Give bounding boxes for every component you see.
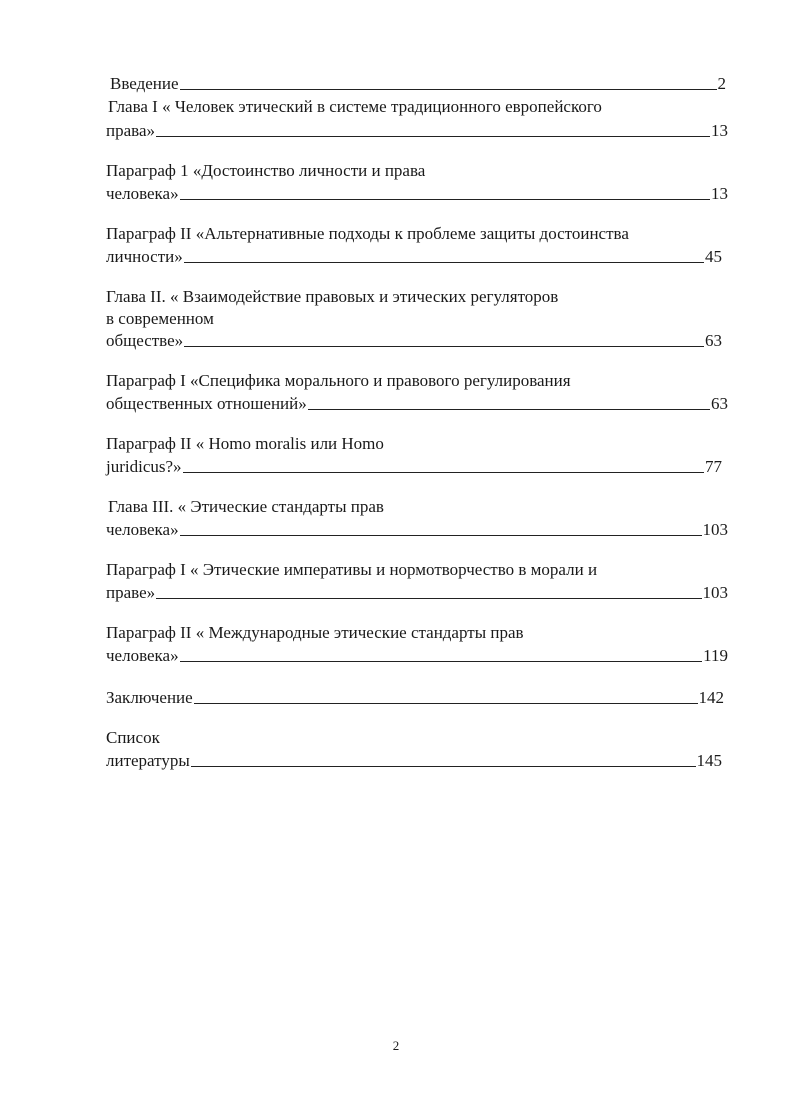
toc-chapter1-line1: Глава I « Человек этический в системе традиционного европейского bbox=[108, 97, 602, 116]
toc-entry-title: человека» bbox=[106, 646, 179, 665]
toc-leader-line bbox=[184, 346, 704, 347]
toc-leader-line bbox=[308, 409, 710, 410]
toc-entry-title: juridicus?» bbox=[106, 457, 182, 476]
toc-entry-title: личности» bbox=[106, 247, 183, 266]
toc-entry-ch3-para1 bbox=[106, 581, 728, 603]
toc-leader-line bbox=[180, 89, 717, 90]
toc-chapter3-line1: Глава III. « Этические стандарты прав bbox=[108, 497, 384, 516]
toc-entry-bibliography bbox=[106, 749, 722, 771]
toc-entry-ch3-para2 bbox=[106, 644, 728, 666]
toc-entry-ch2-para1 bbox=[106, 392, 728, 414]
toc-leader-line bbox=[180, 199, 710, 200]
toc-ch2-para1-line1: Параграф I «Специфика морального и правового регулирования bbox=[106, 371, 571, 390]
toc-page-number: 45 bbox=[705, 247, 722, 266]
toc-chapter2-line2: в современном bbox=[106, 309, 214, 328]
page-number-footer: 2 bbox=[392, 1038, 400, 1053]
toc-entry-title: праве» bbox=[106, 583, 156, 602]
toc-page-number: 63 bbox=[705, 331, 722, 350]
toc-bibliography-line1: Список bbox=[106, 728, 160, 747]
toc-ch3-para2-line1: Параграф II « Международные этические стандарты прав bbox=[106, 623, 524, 642]
toc-para2-line1: Параграф II «Альтернативные подходы к проблеме защиты достоинства bbox=[106, 224, 629, 243]
toc-entry-chapter2 bbox=[106, 329, 722, 351]
toc-page-number: 13 bbox=[711, 121, 728, 140]
toc-entry-chapter3 bbox=[106, 518, 728, 540]
toc-entry-title: человека» bbox=[106, 184, 179, 203]
toc-page-number: 145 bbox=[696, 751, 722, 770]
toc-page-number: 77 bbox=[705, 457, 722, 476]
toc-ch3-para1-line1: Параграф I « Этические императивы и нормотворчество в морали и bbox=[106, 560, 598, 579]
toc-entry-title: права» bbox=[106, 121, 155, 140]
toc-entry-title: Заключение bbox=[106, 688, 193, 707]
toc-ch2-para2-line1: Параграф II « Homo moralis или Homo bbox=[106, 434, 384, 453]
toc-para1-line1: Параграф 1 «Достоинство личности и права bbox=[106, 161, 426, 180]
toc-entry-title: общественных отношений» bbox=[106, 394, 307, 413]
toc-entry-title: Введение bbox=[110, 74, 179, 93]
toc-page-number: 63 bbox=[711, 394, 728, 413]
toc-leader-line bbox=[156, 136, 710, 137]
toc-page-number: 2 bbox=[717, 74, 726, 93]
toc-chapter2-line1: Глава II. « Взаимодействие правовых и этических регуляторов bbox=[106, 287, 559, 306]
toc-entry-title: литературы bbox=[106, 751, 190, 770]
toc-leader-line bbox=[184, 262, 704, 263]
toc-entry-title: человека» bbox=[106, 520, 179, 539]
toc-leader-line bbox=[191, 766, 696, 767]
toc-entry-ch1-para2 bbox=[106, 245, 722, 267]
toc-entry-intro bbox=[110, 72, 726, 94]
toc-page-number: 119 bbox=[703, 646, 728, 665]
toc-entry-title: обществе» bbox=[106, 331, 184, 350]
toc-page-number: 103 bbox=[702, 520, 728, 539]
toc-leader-line bbox=[180, 661, 703, 662]
toc-page-number: 142 bbox=[698, 688, 724, 707]
toc-page-number: 13 bbox=[711, 184, 728, 203]
toc-page-number: 103 bbox=[702, 583, 728, 602]
toc-entry-ch2-para2 bbox=[106, 455, 722, 477]
toc-entry-conclusion bbox=[106, 686, 724, 708]
toc-entry-ch1-para1 bbox=[106, 182, 728, 204]
toc-leader-line bbox=[194, 703, 698, 704]
toc-leader-line bbox=[156, 598, 701, 599]
toc-leader-line bbox=[183, 472, 704, 473]
toc-entry-chapter1 bbox=[106, 119, 728, 141]
toc-leader-line bbox=[180, 535, 702, 536]
